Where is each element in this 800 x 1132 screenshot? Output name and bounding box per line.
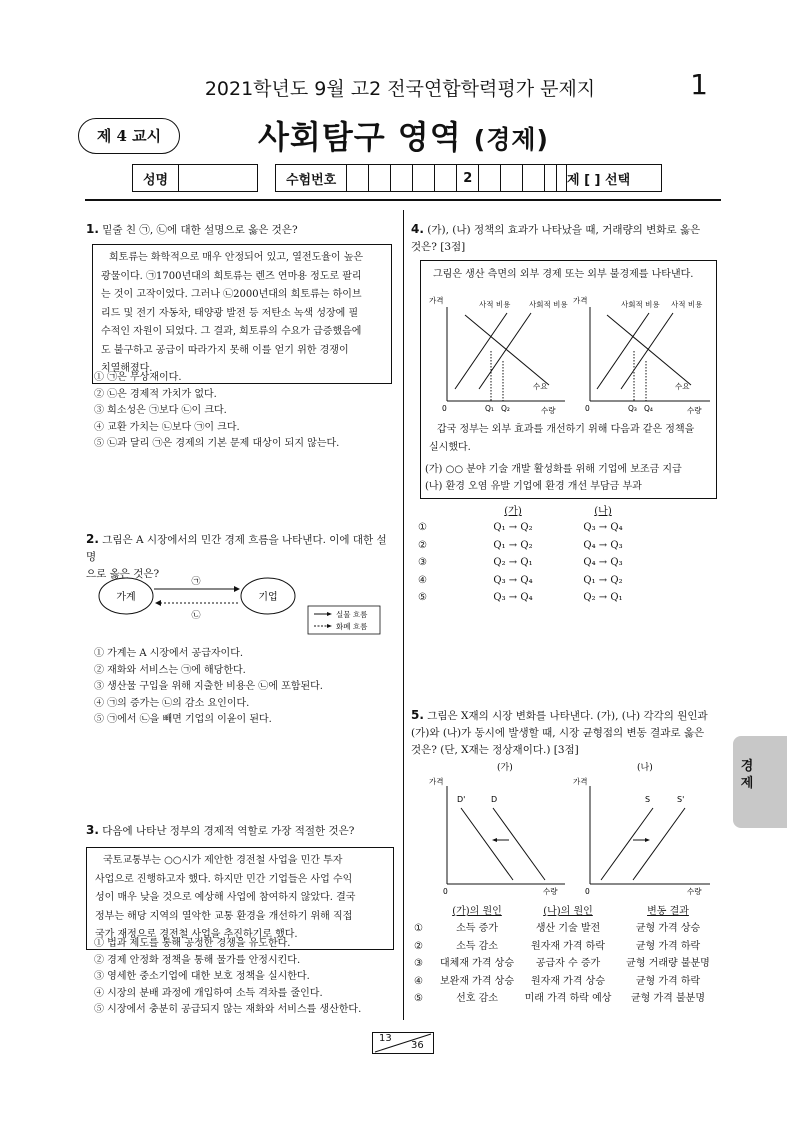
answer-b: Q₁ → Q₂ (583, 574, 623, 586)
origin-label: 0 (585, 887, 590, 896)
result: 균형 가격 불분명 (631, 993, 705, 1004)
policy-item: (나) 환경 오염 유발 기업에 환경 개선 부담금 부과 (425, 481, 642, 492)
q-label: Q₂ (501, 404, 510, 413)
box-intro: 그림은 생산 측면의 외부 경제 또는 외부 불경제를 나타낸다. (433, 269, 694, 280)
cause-a: 보완재 가격 상승 (440, 975, 514, 987)
graph-a (429, 761, 565, 896)
answer-b: Q₂ → Q₁ (583, 592, 623, 603)
curve-label: 사적 비용 (479, 300, 511, 309)
period-badge: 제 4 교시 (78, 118, 180, 154)
choice[interactable]: ① ㉠은 무상재이다. (94, 372, 182, 383)
subject-sub: (경제) (473, 125, 549, 154)
subject-name: 사회탐구 영역 (258, 118, 462, 156)
origin-label: 0 (585, 404, 590, 413)
q3-passage (86, 847, 394, 950)
page-counter (372, 1032, 434, 1054)
answer-a: Q₃ → Q₄ (493, 592, 533, 603)
column-divider (403, 210, 404, 1020)
answer-row[interactable] (414, 990, 724, 1008)
cause-a: 선호 감소 (456, 993, 498, 1004)
choice-number: ④ (418, 574, 427, 586)
question-stem: 것은? (단, X재는 정상재이다.) [3점] (411, 744, 579, 756)
choice[interactable]: ③ 희소성은 ㉠보다 ㉡이 크다. (94, 405, 227, 416)
question-number: 5. (411, 708, 424, 722)
question-stem: 밑줄 친 ㉠, ㉡에 대한 설명으로 옳은 것은? (102, 224, 298, 236)
curve-label: S (645, 795, 651, 804)
page-total: 36 (411, 1040, 424, 1051)
answer-a: Q₁ → Q₂ (493, 539, 533, 551)
exam-number-label: 수험번호 (276, 165, 347, 191)
choice[interactable]: ③ 생산물 구입을 위해 지출한 비용은 ㉡에 포함된다. (94, 681, 323, 692)
choice[interactable]: ④ 교환 가치는 ㉡보다 ㉠이 크다. (94, 421, 240, 433)
social-cost-line (597, 313, 649, 389)
answer-row[interactable] (414, 973, 724, 991)
q1-passage (92, 244, 392, 384)
column-header: (가)의 원인 (452, 906, 502, 917)
origin-label: 0 (443, 887, 448, 896)
result: 균형 가격 상승 (635, 923, 701, 934)
answer-b: Q₄ → Q₃ (583, 557, 623, 568)
curve-label: 사회적 비용 (621, 300, 660, 309)
cause-b: 공급자 수 증가 (535, 958, 601, 969)
page-current: 13 (379, 1033, 392, 1044)
policy-list (425, 461, 710, 495)
question-number: 2. (86, 532, 99, 546)
graph-title: (가) (497, 763, 513, 773)
answer-b: Q₃ → Q₄ (583, 522, 623, 533)
household-label: 가계 (116, 592, 136, 603)
question-5 (411, 707, 723, 759)
choice[interactable]: ② ㉡은 경제적 가치가 없다. (94, 388, 217, 400)
market-shift-graphs (425, 758, 715, 898)
social-cost-line (479, 313, 531, 389)
x-axis-label: 수량 (687, 406, 702, 415)
arrow-label-b: ㉡ (191, 611, 201, 621)
y-axis-label: 가격 (573, 296, 588, 305)
box-text (429, 421, 709, 457)
exam-title: 2021학년도 9월 고2 전국연합학력평가 문제지 (204, 78, 596, 100)
exam-number-prefix: 2 (457, 165, 479, 191)
choice[interactable]: ④ ㉠의 증가는 ㉡의 감소 요인이다. (94, 697, 250, 709)
choice[interactable]: ⑤ ㉡과 달리 ㉠은 경제의 기본 문제 대상이 되지 않는다. (94, 438, 340, 449)
private-cost-line (621, 313, 673, 389)
passage-line: 성이 매우 낮을 것으로 예상해 사업에 참여하지 않았다. 결국 (95, 892, 356, 903)
exam-number-cell[interactable] (479, 165, 501, 191)
curve-label: S' (677, 795, 685, 804)
question-stem: 그림은 X재의 시장 변화를 나타낸다. (가), (나) 각각의 원인과 (427, 710, 708, 722)
box-text-line: 실시했다. (429, 442, 471, 453)
result: 균형 가격 하락 (635, 975, 701, 987)
q-label: Q₁ (485, 404, 494, 413)
question-stem: (가), (나) 정책의 효과가 나타났을 때, 거래량의 변화로 옳은 (427, 224, 701, 236)
cause-b: 미래 가격 하락 예상 (524, 993, 612, 1004)
header-divider (85, 199, 721, 201)
question-number: 3. (86, 823, 99, 837)
choice-number: ① (418, 522, 427, 533)
x-axis-label: 수량 (541, 406, 556, 415)
column-header: (나) (594, 506, 612, 517)
result: 균형 가격 하락 (635, 940, 701, 952)
exam-number-cell[interactable] (523, 165, 545, 191)
column-header: (가) (504, 506, 522, 517)
cause-a: 대체재 가격 상승 (440, 958, 514, 969)
exam-number-cell[interactable] (501, 165, 523, 191)
q-label: Q₃ (628, 404, 637, 413)
name-field[interactable] (179, 165, 257, 191)
question-stem: 것은? [3점] (411, 241, 466, 253)
curve-label: 사적 비용 (671, 300, 703, 309)
selection-label: 제 [ ] 선택 (567, 172, 631, 188)
question-1 (86, 221, 391, 239)
passage-line: 국가 재정으로 경전철 사업을 추진하기로 했다. (95, 929, 298, 940)
answer-a: Q₂ → Q₁ (493, 557, 533, 568)
graph-right (573, 295, 710, 415)
answer-row[interactable] (414, 955, 724, 973)
box-text-line: 갑국 정부는 외부 효과를 개선하기 위해 다음과 같은 정책을 (437, 424, 695, 435)
choice[interactable]: ① 법과 제도를 통해 공정한 경쟁을 유도한다. (94, 938, 291, 949)
exam-number-cell[interactable] (413, 165, 435, 191)
question-number: 1. (86, 222, 99, 236)
answer-row[interactable] (418, 572, 718, 590)
passage-line: 희토류는 화학적으로 매우 안정되어 있고, 열전도율이 높은 (109, 252, 364, 263)
curve-label: 사회적 비용 (529, 300, 568, 309)
choice[interactable]: ④ 시장의 분배 과정에 개입하여 소득 격차를 줄인다. (94, 987, 323, 999)
cause-b: 원자재 가격 상승 (531, 975, 605, 987)
graph-left (429, 295, 568, 415)
origin-label: 0 (442, 404, 447, 413)
passage-line: 수적인 자원이 되었다. 그 결과, 희토류의 수요가 급증했음에 (101, 326, 362, 337)
private-cost-line (455, 313, 507, 389)
exam-number-cell[interactable] (391, 165, 413, 191)
demand-label: 수요 (675, 382, 690, 391)
curve-label: D (491, 795, 498, 804)
circular-flow-diagram (88, 570, 388, 638)
choice[interactable]: ② 경제 안정화 정책을 통해 물가를 안정시킨다. (94, 954, 301, 966)
demand-line (607, 315, 691, 385)
passage-line: 는 것이 고작이었다. 그러나 ㉡2000년대의 희토류는 하이브 (101, 289, 362, 300)
graph-title: (나) (637, 763, 653, 773)
question-3 (86, 822, 391, 840)
name-box (132, 164, 258, 192)
x-axis-label: 수량 (687, 887, 702, 896)
exam-number-box (275, 164, 567, 192)
exam-number-cell[interactable] (369, 165, 391, 191)
q1-choices (94, 370, 394, 453)
legend-money-flow: 화폐 흐름 (336, 622, 368, 631)
curve-label: D' (457, 795, 466, 804)
passage-line: 치열해졌다. (101, 363, 153, 374)
choice-number: ③ (418, 557, 427, 568)
question-stem: 그림은 A 시장에서의 민간 경제 흐름을 나타낸다. 이에 대한 설명 (86, 534, 387, 563)
answer-row[interactable] (414, 920, 724, 938)
answer-row[interactable] (418, 589, 718, 607)
firm-label: 기업 (258, 592, 278, 603)
y-axis-label: 가격 (429, 777, 444, 786)
question-number: 4. (411, 222, 424, 236)
answer-row[interactable] (418, 554, 718, 572)
y-axis-label: 가격 (429, 296, 444, 305)
demand-line (465, 315, 549, 385)
name-label: 성명 (133, 165, 179, 191)
demand-line-shifted (461, 808, 513, 880)
choice-number: ② (414, 940, 423, 952)
choice-number: ① (414, 923, 423, 934)
y-axis-label: 가격 (573, 777, 588, 786)
arrow-label-a: ㉠ (191, 577, 201, 587)
question-stem: 다음에 나타난 정부의 경제적 역할로 가장 적절한 것은? (102, 825, 355, 837)
answer-a: Q₃ → Q₄ (493, 574, 533, 586)
cause-b: 생산 기술 발전 (535, 923, 601, 934)
question-stem: (가)와 (나)가 동시에 발생할 때, 시장 균형점의 변동 결과로 옳은 (411, 727, 705, 739)
q3-choices (94, 936, 399, 1019)
cause-b: 원자재 가격 하락 (531, 940, 605, 952)
passage-line: 리드 및 전기 자동차, 태양광 발전 등 저탄소 녹색 성장에 필 (101, 307, 359, 319)
supply-line-shifted (633, 808, 685, 880)
choice-number: ⑤ (414, 993, 423, 1004)
demand-line (493, 808, 545, 880)
choice-number: ③ (414, 958, 423, 969)
exam-number-cell[interactable] (347, 165, 369, 191)
passage-line: 정부는 해당 지역의 열악한 교통 환경을 개선하기 위해 직접 (95, 910, 353, 922)
answer-b: Q₄ → Q₃ (583, 539, 623, 551)
passage-line: 도 불구하고 공급이 따라가지 못해 이를 얻기 위한 경쟁이 (101, 344, 349, 356)
passage-line: 광물이다. ㉠1700년대의 희토류는 렌즈 연마용 정도로 팔리 (101, 270, 362, 282)
policy-item: (가) ○○ 분야 기술 개발 활성화를 위해 기업에 보조금 지급 (425, 464, 682, 475)
side-tab-label: 경제 (740, 759, 754, 791)
choice[interactable]: ⑤ 시장에서 충분히 공급되지 않는 재화와 서비스를 생산한다. (94, 1004, 362, 1015)
q4-answer-table (418, 504, 718, 607)
page-number: 1 (690, 68, 708, 101)
choice-number: ④ (414, 975, 423, 987)
graph-b (573, 761, 710, 896)
q5-answer-table (414, 904, 724, 1008)
demand-label: 수요 (533, 382, 548, 391)
cause-a: 소득 증가 (456, 923, 498, 934)
passage-line: 국토교통부는 ○○시가 제안한 경전철 사업을 민간 투자 (103, 855, 343, 866)
column-header: 변동 결과 (647, 906, 689, 917)
choice[interactable]: ⑤ ㉠에서 ㉡을 빼면 기업의 이윤이 된다. (94, 714, 272, 725)
legend-real-flow: 실물 흐름 (336, 610, 368, 619)
answer-row[interactable] (418, 537, 718, 555)
externality-graphs (425, 289, 715, 419)
choice[interactable]: ① 가계는 A 시장에서 공급자이다. (94, 648, 244, 659)
q-label: Q₄ (644, 404, 653, 413)
supply-line (601, 808, 653, 880)
column-header: (나)의 원인 (543, 906, 593, 917)
question-stem: 으로 옳은 것은? (86, 568, 160, 580)
choice-number: ⑤ (418, 592, 427, 603)
answer-row[interactable] (418, 519, 718, 537)
question-4 (411, 221, 721, 256)
result: 균형 거래량 불분명 (626, 958, 710, 969)
choice-number: ② (418, 539, 427, 551)
answer-a: Q₁ → Q₂ (493, 522, 533, 533)
q4-box (420, 260, 717, 499)
choice[interactable]: ③ 영세한 중소기업에 대한 보호 정책을 실시한다. (94, 971, 310, 982)
x-axis-label: 수량 (543, 887, 558, 896)
subject-title (258, 112, 549, 158)
exam-number-cell[interactable] (435, 165, 457, 191)
passage-line: 사업으로 진행하고자 했다. 하지만 민간 기업들은 사업 수익 (95, 873, 353, 885)
q2-choices (94, 646, 394, 729)
selection-box (556, 164, 662, 192)
answer-row[interactable] (414, 938, 724, 956)
cause-a: 소득 감소 (456, 940, 498, 952)
choice[interactable]: ② 재화와 서비스는 ㉠에 해당한다. (94, 664, 246, 676)
